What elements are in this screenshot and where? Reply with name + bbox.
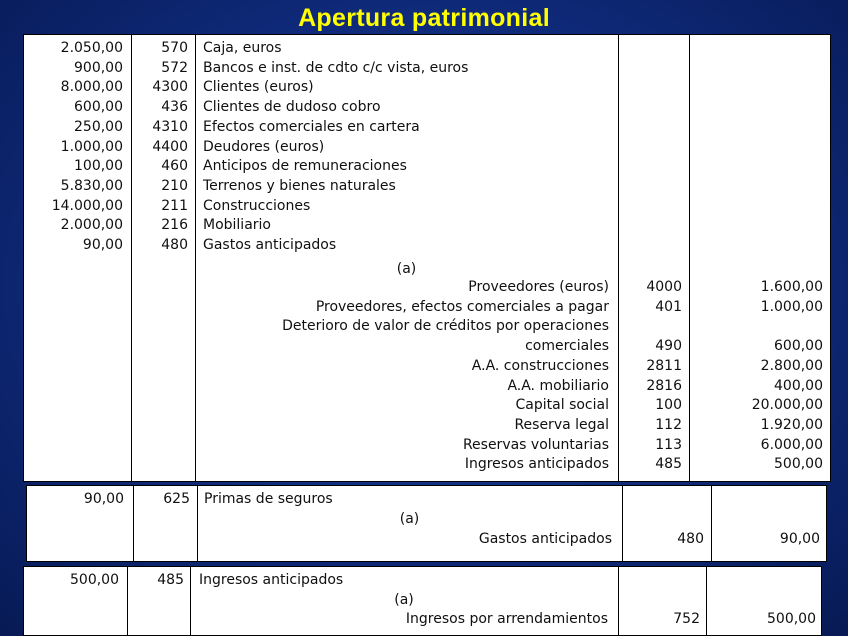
debit-account-name: Clientes (euros) [203,79,314,96]
debit-account-name: Construcciones [203,197,311,214]
credit-amount: 6.000,00 [760,436,823,453]
credit-account-name: Proveedores, efectos comerciales a pagar [315,298,609,315]
debit-account-code: 480 [161,237,188,253]
debit-amount: 14.000,00 [51,197,123,214]
credit-amount: 500,00 [774,456,823,473]
debit-account-name: Terrenos y bienes naturales [203,177,396,194]
entry-separator: (a) [396,261,417,277]
credit-account-code: 490 [655,338,682,355]
debit-account-code: 4400 [152,138,188,155]
credit-account-code: 752 [673,611,700,627]
credit-account-name: A.A. construcciones [471,357,609,374]
credit-account-code: 485 [655,456,682,473]
credit-amount: 1.920,00 [760,416,823,433]
debit-amount: 5.830,00 [60,177,123,194]
credit-account-code: 2811 [646,357,682,374]
debit-account-name: Clientes de dudoso cobro [203,99,381,116]
credit-account-code: 480 [677,531,704,547]
entry-separator: (a) [394,592,414,608]
debit-account-code: 436 [161,99,188,116]
debit-account-name: Anticipos de remuneraciones [203,158,407,175]
entry-separator: (a) [399,511,420,527]
debit-account-code: 211 [161,197,188,214]
credit-amount: 2.800,00 [760,357,823,374]
page-title: Apertura patrimonial [298,4,550,32]
credit-account-name: Ingresos anticipados [464,456,609,473]
column-divider [711,486,712,561]
debit-amount: 250,00 [74,118,123,135]
credit-amount: 400,00 [774,377,823,394]
debit-account-name: Deudores (euros) [203,138,325,155]
credit-account-code: 113 [655,436,682,453]
debit-account-code: 216 [161,217,188,234]
journal-entry-insurance [26,485,827,562]
credit-account-name: Ingresos por arrendamientos [405,611,608,627]
credit-account-code: 401 [655,298,682,315]
column-divider [622,486,623,561]
debit-amount: 90,00 [82,237,123,253]
credit-account-code: 112 [655,416,682,433]
credit-account-name: Gastos anticipados [478,531,612,547]
debit-account-code: 485 [157,572,184,588]
credit-account-name: Reserva legal [514,416,609,433]
debit-amount: 100,00 [74,158,123,175]
debit-amount: 2.000,00 [60,217,123,234]
debit-amount: 900,00 [74,59,123,76]
debit-account-code: 4300 [152,79,188,96]
debit-amount: 600,00 [74,99,123,116]
debit-account-code: 460 [161,158,188,175]
debit-account-name: Gastos anticipados [203,237,337,253]
debit-account-code: 4310 [152,118,188,135]
debit-amount: 8.000,00 [60,79,123,96]
credit-amount: 20.000,00 [751,397,823,414]
credit-account-name: Reservas voluntarias [462,436,609,453]
credit-account-name: Capital social [515,397,609,414]
debit-amount: 90,00 [83,491,124,507]
debit-amount: 500,00 [70,572,119,588]
credit-amount: 1.600,00 [760,279,823,295]
debit-account-code: 625 [163,491,190,507]
credit-amount: 500,00 [767,611,816,627]
credit-account-code: 100 [655,397,682,414]
debit-amount: 2.050,00 [60,40,123,56]
debit-account-name: Bancos e inst. de cdto c/c vista, euros [203,59,469,76]
credit-amount: 1.000,00 [760,298,823,315]
debit-account-name: Mobiliario [203,217,271,234]
debit-amount: 1.000,00 [60,138,123,155]
credit-account-name: comerciales [525,338,609,355]
debit-account-name: Efectos comerciales en cartera [203,118,420,135]
credit-account-code: 4000 [646,279,682,295]
debit-account-code: 572 [161,59,188,76]
credit-amount: 90,00 [779,531,820,547]
journal-entry-opening [23,34,831,482]
credit-amount: 600,00 [774,338,823,355]
credit-account-name: Proveedores (euros) [468,279,609,295]
credit-account-name: Deterioro de valor de créditos por operaciones [282,318,609,335]
journal-entry-rent [23,566,822,636]
debit-account-name: Primas de seguros [204,491,333,507]
debit-account-name: Caja, euros [203,40,282,56]
debit-account-name: Ingresos anticipados [199,572,344,588]
credit-account-name: A.A. mobiliario [507,377,609,394]
debit-account-code: 570 [161,40,188,56]
debit-account-code: 210 [161,177,188,194]
credit-account-code: 2816 [646,377,682,394]
